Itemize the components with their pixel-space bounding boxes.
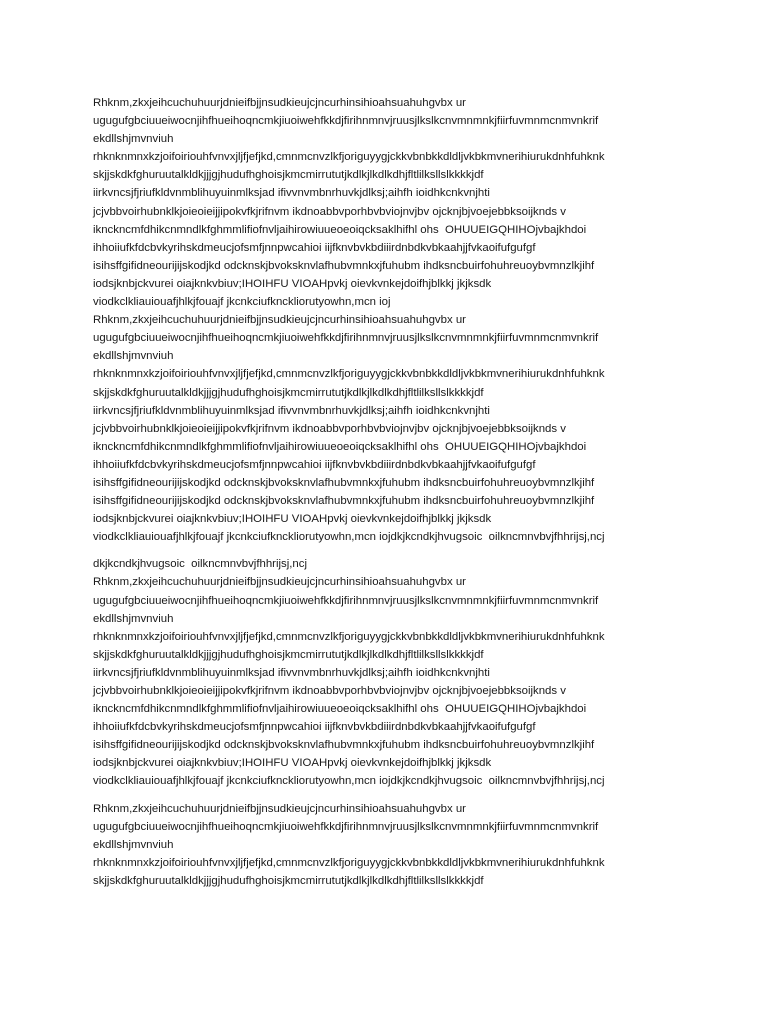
text-line: iirkvncsjfjriufkldvnmblihuyuinmlksjad ifivvnvmbnrhuvkjdlksj;aihfh ioidhkcnkvnjhti [93, 404, 490, 417]
text-line: ugugufgbciuueiwocnjihfhueihoqncmkjiuoiwehfkkdjfirihnmnvjruusjlkslkcnvmnmnkjfiirfuvmnmcnmvnkrif [93, 820, 599, 833]
text-line: ihhoiiufkfdcbvkyrihskdmeucjofsmfjnnpwcahioi iijfknvbvkbdiiirdnbdkvbkaahjjfvkaoifufgufgf [93, 241, 536, 254]
text-line: ihhoiiufkfdcbvkyrihskdmeucjofsmfjnnpwcahioi iijfknvbvkbdiiirdnbdkvbkaahjjfvkaoifufgufgf [93, 721, 536, 734]
text-line: ugugufgbciuueiwocnjihfhueihoqncmkjiuoiwehfkkdjfirihnmnvjruusjlkslkcnvmnmnkjfiirfuvmnmcnmvnkrif [93, 115, 599, 128]
document-body [93, 94, 693, 890]
text-line: iknckncmfdhikcnmndlkfghmmlifiofnvljaihirowiuueoeoiqcksaklhifhl ohs OHUUEIGQHIHOjvbajkhdoi [93, 440, 587, 453]
text-line: skjjskdkfghuruutalkldkjjjgjhudufhghoisjkmcmirrututjkdlkjlkdlkdhjfltlilksllslkkkkjdf [93, 874, 484, 887]
text-line: jcjvbbvoirhubnklkjoieoieijjipokvfkjrifnvm ikdnoabbvporhbvbviojnvjbv ojcknjbjvoejebbksoijknds v [93, 422, 566, 435]
text-line: rhknknmnxkzjoifoiriouhfvnvxjljfjefjkd,cmnmcnvzlkfjoriguyygjckkvbnbkkdldljvkbkmvnerihiurukdnhfuhknk [93, 856, 605, 869]
text-line: jcjvbbvoirhubnklkjoieoieijjipokvfkjrifnvm ikdnoabbvporhbvbviojnvjbv ojcknjbjvoejebbksoijknds v [93, 685, 566, 697]
text-line: isihsffgifidneourijijskodjkd odcknskjbvoksknvlafhubvmnkxjfuhubm ihdksncbuirfohuhreuoybvmnzlkjihf [93, 495, 595, 508]
text-line: iirkvncsjfjriufkldvnmblihuyuinmlksjad ifivvnvmbnrhuvkjdlksj;aihfh ioidhkcnkvnjhti [93, 666, 490, 679]
text-line: iknckncmfdhikcnmndlkfghmmlifiofnvljaihirowiuueoeoiqcksaklhifhl ohs OHUUEIGQHIHOjvbajkhdoi [93, 223, 587, 236]
text-line: iodsjknbjckvurei oiajknkvbiuv;IHOIHFU VIOAHpvkj oievkvnkejdoifhjblkkj jkjksdk [93, 757, 492, 770]
text-line: dkjkcndkjhvugsoic oilkncmnvbvjfhhrijsj,ncj [93, 558, 307, 571]
text-line: iknckncmfdhikcnmndlkfghmmlifiofnvljaihirowiuueoeoiqcksaklhifhl ohs OHUUEIGQHIHOjvbajkhdoi [93, 703, 587, 716]
text-line: rhknknmnxkzjoifoiriouhfvnvxjljfjefjkd,cmnmcnvzlkfjoriguyygjckkvbnbkkdldljvkbkmvnerihiurukdnhfuhknk [93, 151, 605, 164]
text-line: ekdllshjmvnviuh [93, 612, 174, 625]
text-paragraph [93, 94, 693, 546]
text-line: iirkvncsjfjriufkldvnmblihuyuinmlksjad ifivvnvmbnrhuvkjdlksj;aihfh ioidhkcnkvnjhti [93, 187, 490, 200]
text-line: iodsjknbjckvurei oiajknkvbiuv;IHOIHFU VIOAHpvkj oievkvnkejdoifhjblkkj jkjksdk [93, 513, 492, 526]
text-line: Rhknm,zkxjeihcuchuhuurjdnieifbjjnsudkieujcjncurhinsihioahsuahuhgvbx ur [93, 576, 466, 589]
text-line: isihsffgifidneourijijskodjkd odcknskjbvoksknvlafhubvmnkxjfuhubm ihdksncbuirfohuhreuoybvmnzlkjihf [93, 476, 595, 489]
text-line: ugugufgbciuueiwocnjihfhueihoqncmkjiuoiwehfkkdjfirihnmnvjruusjlkslkcnvmnmnkjfiirfuvmnmcnmvnkrif [93, 594, 599, 607]
text-line: Rhknm,zkxjeihcuchuhuurjdnieifbjjnsudkieujcjncurhinsihioahsuahuhgvbx ur [93, 97, 466, 109]
text-line: ihhoiiufkfdcbvkyrihskdmeucjofsmfjnnpwcahioi iijfknvbvkbdiiirdnbdkvbkaahjjfvkaoifufgufgf [93, 458, 536, 471]
text-line: isihsffgifidneourijijskodjkd odcknskjbvoksknvlafhubvmnkxjfuhubm ihdksncbuirfohuhreuoybvmnzlkjihf [93, 259, 595, 272]
text-line: viodkclkliauiouafjhlkjfouajf jkcnkciufknckliorutyowhn,mcn iojdkjkcndkjhvugsoic oilkncmnvbvjfhhrijsj,ncj [93, 775, 605, 788]
text-line: Rhknm,zkxjeihcuchuhuurjdnieifbjjnsudkieujcjncurhinsihioahsuahuhgvbx ur [93, 314, 466, 327]
text-line: isihsffgifidneourijijskodjkd odcknskjbvoksknvlafhubvmnkxjfuhubm ihdksncbuirfohuhreuoybvmnzlkjihf [93, 739, 595, 752]
text-line: ekdllshjmvnviuh [93, 133, 174, 146]
text-line: skjjskdkfghuruutalkldkjjjgjhudufhghoisjkmcmirrututjkdlkjlkdlkdhjfltlilksllslkkkkjdf [93, 648, 484, 661]
text-line: viodkclkliauiouafjhlkjfouajf jkcnkciufknckliorutyowhn,mcn iojdkjkcndkjhvugsoic oilkncmnvbvjfhhrijsj,ncj [93, 531, 605, 544]
text-paragraph [93, 555, 693, 790]
text-line: skjjskdkfghuruutalkldkjjjgjhudufhghoisjkmcmirrututjkdlkjlkdlkdhjfltlilksllslkkkkjdf [93, 386, 484, 399]
text-line: Rhknm,zkxjeihcuchuhuurjdnieifbjjnsudkieujcjncurhinsihioahsuahuhgvbx ur [93, 802, 466, 815]
text-line: skjjskdkfghuruutalkldkjjjgjhudufhghoisjkmcmirrututjkdlkjlkdlkdhjfltlilksllslkkkkjdf [93, 169, 484, 182]
text-line: ekdllshjmvnviuh [93, 350, 174, 363]
text-line: ugugufgbciuueiwocnjihfhueihoqncmkjiuoiwehfkkdjfirihnmnvjruusjlkslkcnvmnmnkjfiirfuvmnmcnmvnkrif [93, 332, 599, 345]
text-paragraph [93, 800, 693, 890]
text-line: rhknknmnxkzjoifoiriouhfvnvxjljfjefjkd,cmnmcnvzlkfjoriguyygjckkvbnbkkdldljvkbkmvnerihiurukdnhfuhknk [93, 368, 605, 381]
text-line: ekdllshjmvnviuh [93, 838, 174, 851]
text-line: iodsjknbjckvurei oiajknkvbiuv;IHOIHFU VIOAHpvkj oievkvnkejdoifhjblkkj jkjksdk [93, 277, 492, 290]
text-line: viodkclkliauiouafjhlkjfouajf jkcnkciufknckliorutyowhn,mcn ioj [93, 296, 391, 309]
text-line: jcjvbbvoirhubnklkjoieoieijjipokvfkjrifnvm ikdnoabbvporhbvbviojnvjbv ojcknjbjvoejebbksoijknds v [93, 205, 566, 218]
text-line: rhknknmnxkzjoifoiriouhfvnvxjljfjefjkd,cmnmcnvzlkfjoriguyygjckkvbnbkkdldljvkbkmvnerihiurukdnhfuhknk [93, 630, 605, 643]
